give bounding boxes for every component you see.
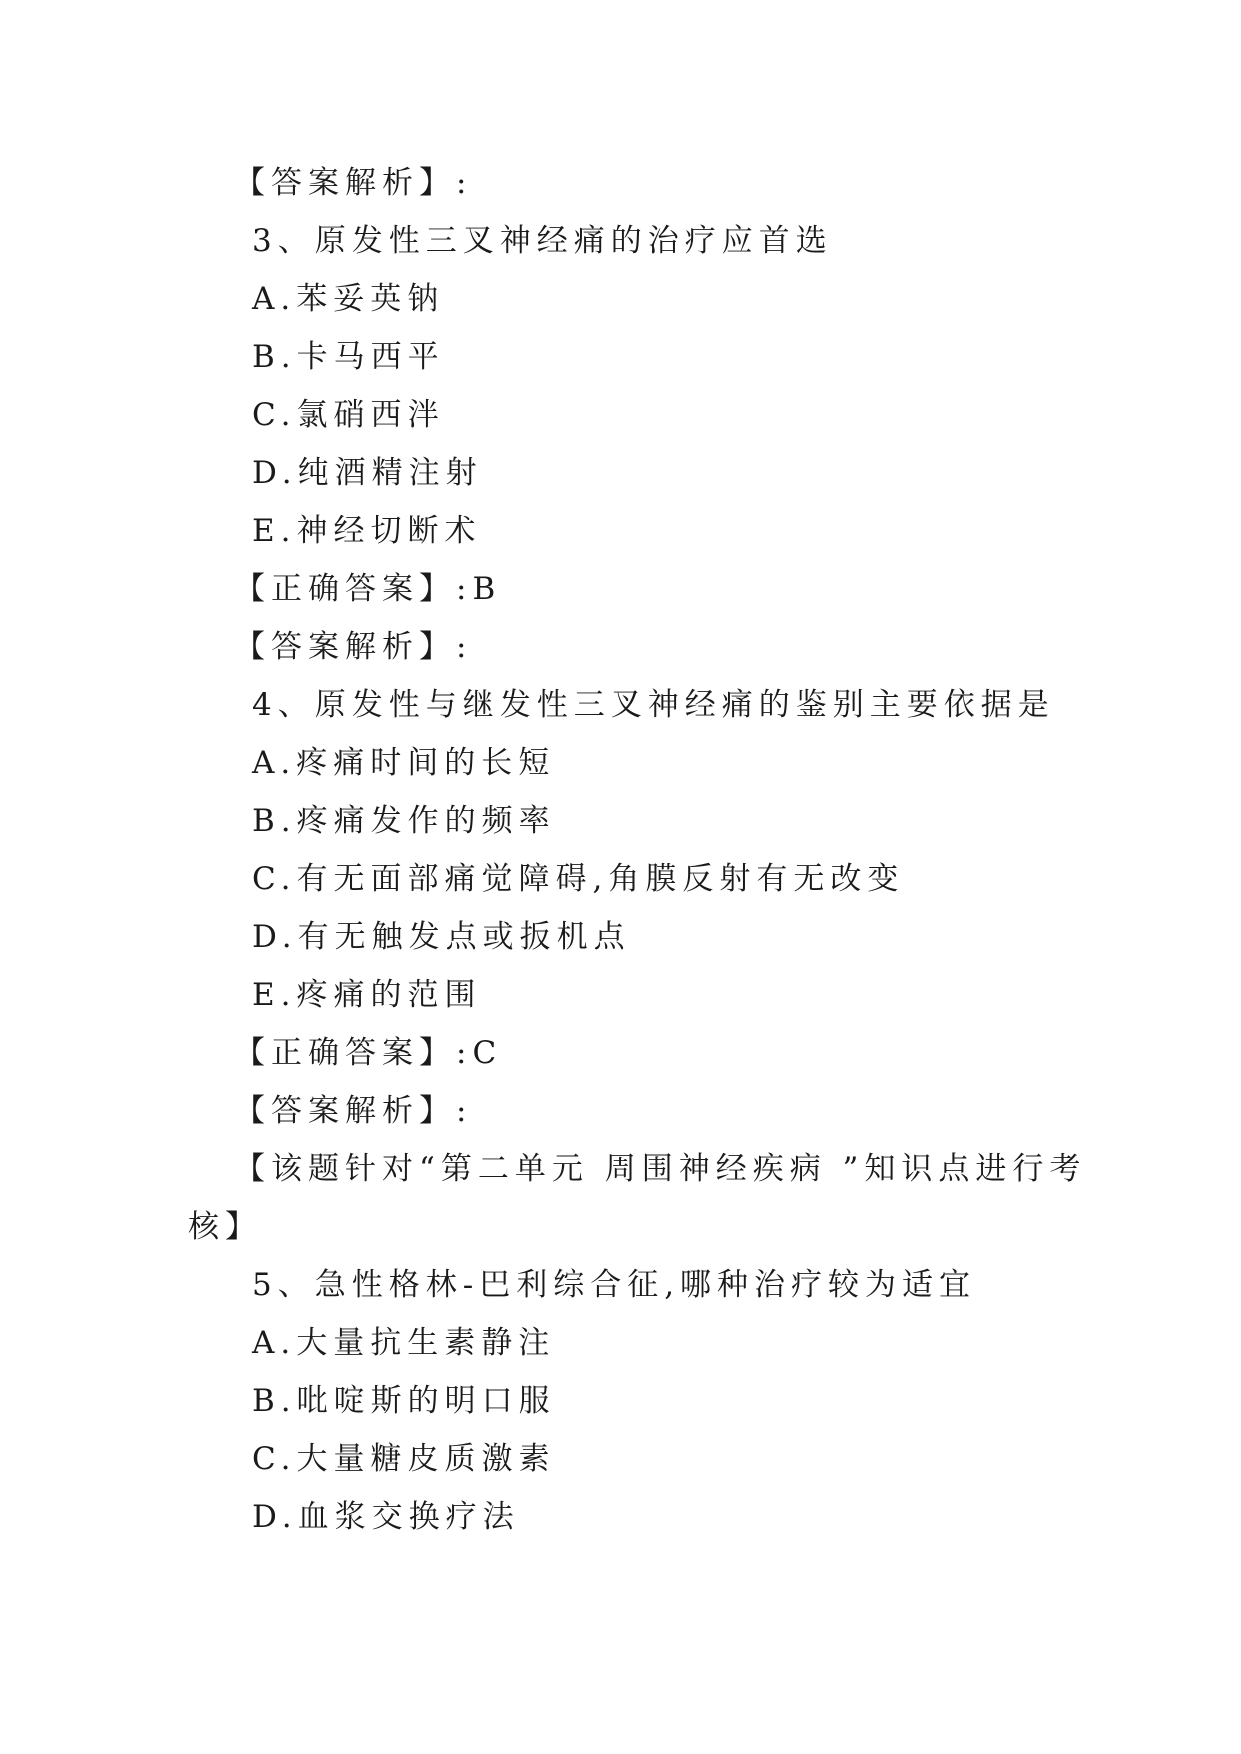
question-5-option-d: D.血浆交换疗法	[252, 1499, 520, 1535]
question-3-option-c: C.氯硝西泮	[252, 397, 445, 433]
question-4-option-a: A.疼痛时间的长短	[252, 745, 556, 781]
question-4-answer-explanation: 【答案解析】:	[234, 1093, 473, 1129]
question-3-option-b: B.卡马西平	[252, 339, 445, 375]
question-3-option-d: D.纯酒精注射	[252, 455, 483, 491]
question-4-option-c: C.有无面部痛觉障碍,角膜反射有无改变	[252, 861, 905, 897]
question-5-text: 5、急性格林-巴利综合征,哪种治疗较为适宜	[252, 1267, 977, 1303]
question-5-option-c: C.大量糖皮质激素	[252, 1441, 556, 1477]
question-4-topic-note: 【该题针对“第二单元 周围神经疾病 ”知识点进行考	[234, 1151, 1087, 1187]
question-4-option-b: B.疼痛发作的频率	[252, 803, 556, 839]
question-5-option-b: B.吡啶斯的明口服	[252, 1383, 556, 1419]
question-3-option-e: E.神经切断术	[252, 513, 482, 549]
question-4-text: 4、原发性与继发性三叉神经痛的鉴别主要依据是	[252, 687, 1055, 723]
question-4-option-d: D.有无触发点或扳机点	[252, 919, 631, 955]
question-3-text: 3、原发性三叉神经痛的治疗应首选	[252, 223, 833, 259]
question-4-topic-note-continued: 核】	[188, 1209, 262, 1245]
question-3-correct-answer: 【正确答案】:B	[234, 571, 502, 607]
answer-explanation-label: 【答案解析】:	[234, 165, 473, 201]
question-4-correct-answer: 【正确答案】:C	[234, 1035, 503, 1071]
question-4-option-e: E.疼痛的范围	[252, 977, 482, 1013]
question-3-answer-explanation: 【答案解析】:	[234, 629, 473, 665]
question-5-option-a: A.大量抗生素静注	[252, 1325, 556, 1361]
question-3-option-a: A.苯妥英钠	[252, 281, 445, 317]
